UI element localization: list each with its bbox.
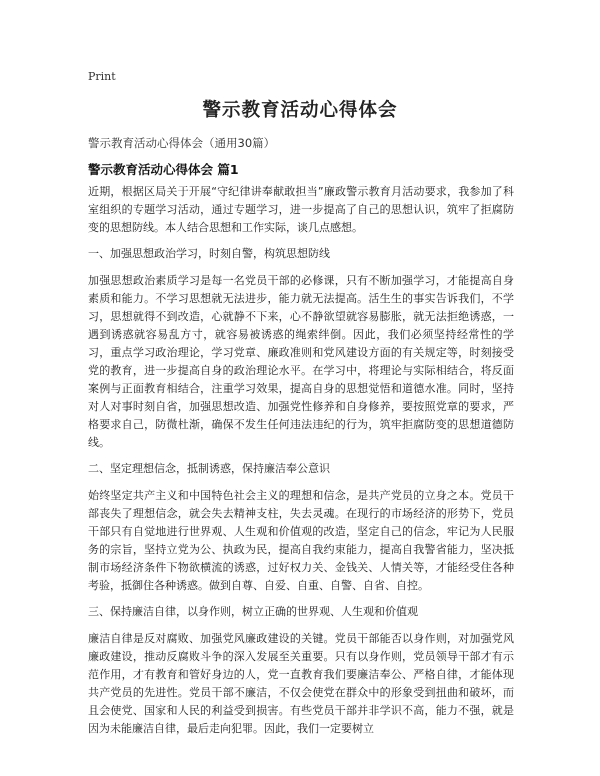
intro-paragraph: 近期，根据区局关于开展“守纪律讲奉献敢担当”廉政警示教育月活动要求，我参加了科室组织的专题学习活动，通过专题学习，进一步提高了自己的思想认识，筑牢了拒腐防变的思想防线。本人结合思想和工作实际，谈几点感想。	[88, 185, 514, 234]
body-paragraph-1: 加强思想政治素质学习是每一名党员干部的必修课，只有不断加强学习，才能提高自身素质和能力。不学习思想就无法进步，能力就无法提高。活生生的事实告诉我们，不学习，思想就得不到改造，心就静不下来，心不静欲望就容易膨胀，就无法拒绝诱惑，一遇到诱惑就容易乱方寸，就容易被诱惑的绳索绊倒。因此，我们必须坚持经常性的学习，重点学习政治理论，学习党章、廉政准则和党风建设方面的有关规定等，时刻接受党的教育，进一步提高自身的政治理论水平。在学习中，将理论与实际相结合，将反面案例与正面教育相结合，注重学习效果，提高自身的思想觉悟和道德水准。同时，坚持对人对事时刻自省，加强思想改造、加强党性修养和自身修养，要按照党章的要求，严格要求自己，防微杜渐，确保不发生任何违法违纪的行为，筑牢拒腐防变的思想道德防线。	[88, 274, 514, 449]
body-paragraph-3: 廉洁自律是反对腐败、加强党风廉政建设的关键。党员干部能否以身作则，对加强党风廉政建设，推动反腐败斗争的深入发展至关重要。只有以身作则，党员领导干部才有示范作用，才有教育和管好身边的人，党一直教育我们要廉洁奉公、严格自律，才能体现共产党员的先进性。党员干部不廉洁，不仅会使党在群众中的形象受到扭曲和破坏，而且会使党、国家和人民的利益受到损害。有些党员干部并非学识不高，能力不强，就是因为未能廉洁自律，最后走向犯罪。因此，我们一定要树立	[88, 632, 514, 735]
page-title: 警示教育活动心得体会	[202, 100, 398, 121]
body-paragraph-2: 始终坚定共产主义和中国特色社会主义的理想和信念，是共产党员的立身之本。党员干部丧失了理想信念，就会失去精神支柱，失去灵魂。在现行的市场经济的形势下，党员干部只有自觉地进行世界观、人生观和价值观的改造，坚定自己的信念，牢记为人民服务的宗旨，坚持立党为公、执政为民，提高自我约束能力，提高自我警省能力，坚决抵制市场经济条件下物欲横流的诱惑，过好权力关、金钱关、人情关等，才能经受住各种考验，抵御住各种诱惑。做到自尊、自爱、自重、自警、自省、自控。	[88, 489, 514, 592]
subheading-3: 三、保持廉洁自律，以身作则，树立正确的世界观、人生观和价值观	[88, 605, 418, 618]
subheading-1: 一、加强思想政治学习，时刻自警，构筑思想防线	[88, 247, 330, 260]
document-subtitle: 警示教育活动心得体会（通用30篇）	[88, 136, 276, 150]
print-label[interactable]: Print	[88, 70, 116, 83]
article-body	[88, 183, 514, 746]
subheading-2: 二、坚定理想信念，抵制诱惑，保持廉洁奉公意识	[88, 462, 330, 475]
section-heading: 警示教育活动心得体会 篇1	[88, 162, 239, 177]
